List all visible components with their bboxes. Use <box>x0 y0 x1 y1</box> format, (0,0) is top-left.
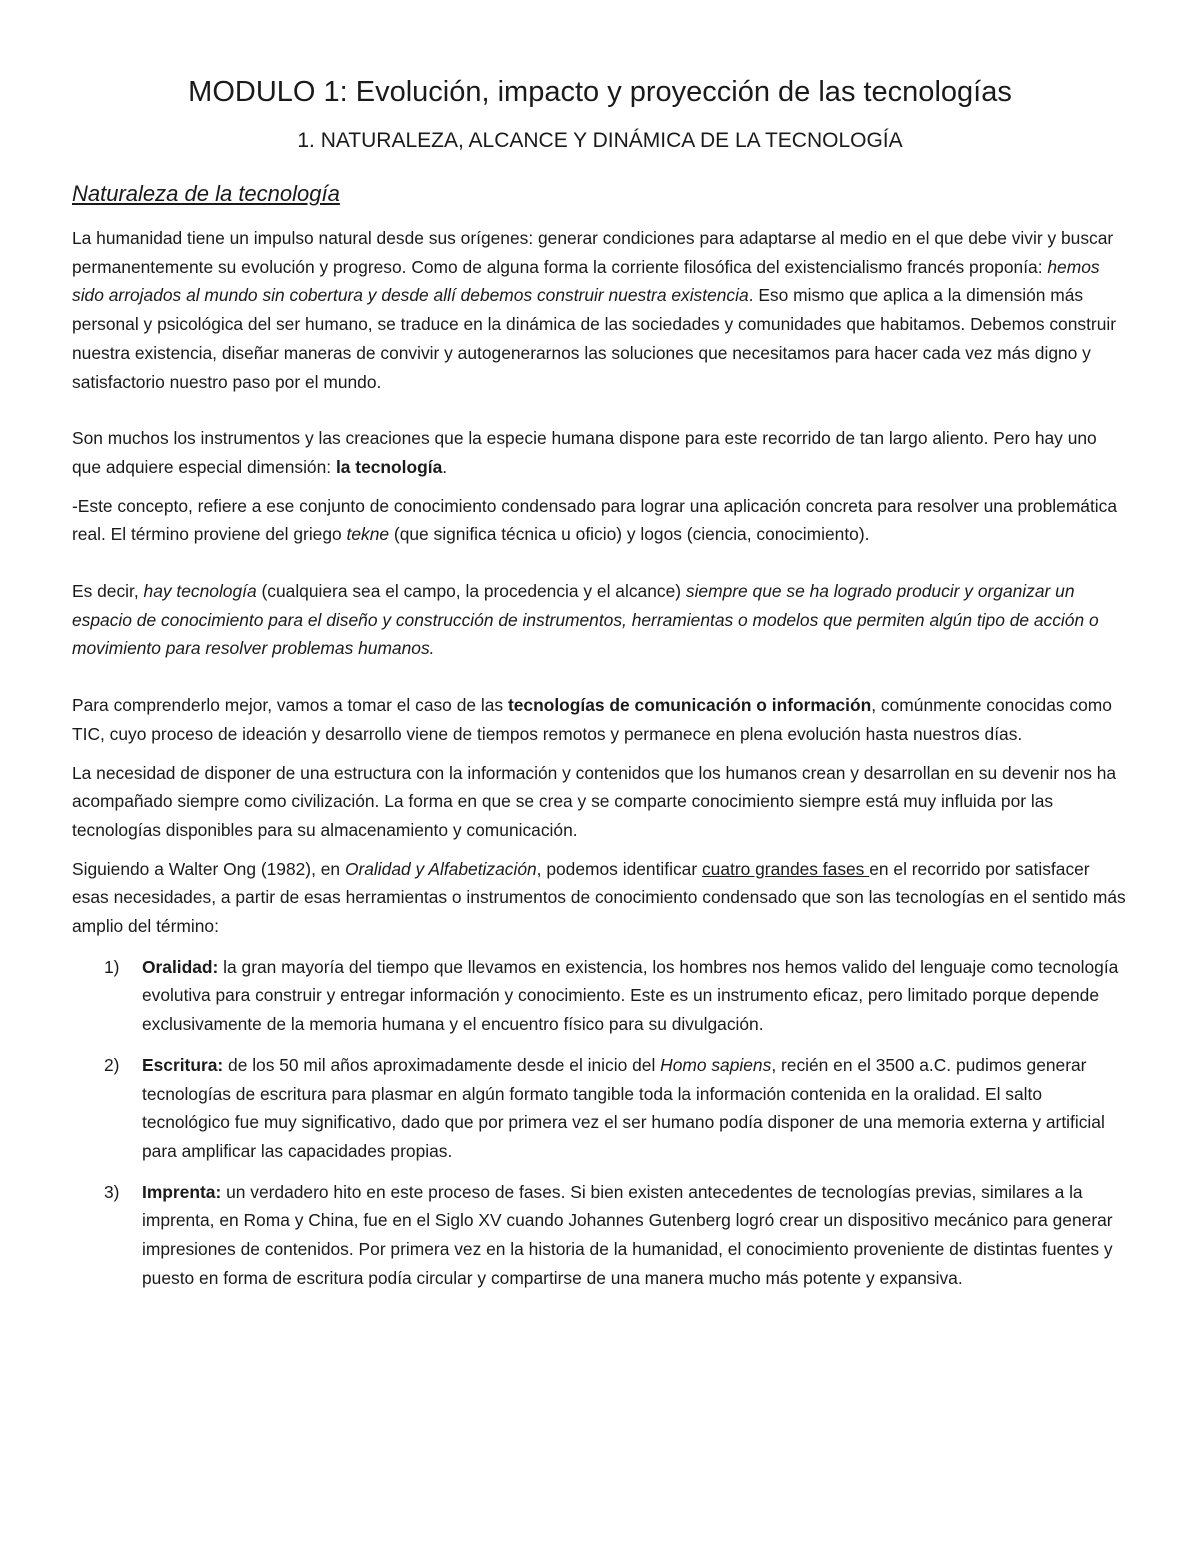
italic-book-title: Oralidad y Alfabetización <box>344 858 537 879</box>
list-number: 2) <box>104 1054 120 1075</box>
text-run: -Este concepto, refiere a ese conjunto de conocimiento condensado para lograr una aplicación concreta para resolver una problemática real. El término proviene del griego <box>72 495 1118 545</box>
text-run: un verdadero hito en este proceso de fases. Si bien existen antecedentes de tecnologías previas, similares a la imprenta, en Roma y China, fue en el Siglo XV cuando Johannes Gutenberg logró crear un dispositivo mecánico para generar impresiones de contenidos. Por primera vez en la historia de la humanidad, el conocimiento proveniente de distintas fuentes y puesto en forma de escritura podía circular y compartirse de una manera mucho más potente y expansiva. <box>142 1181 1113 1288</box>
bold-term: tecnologías de comunicación o información <box>507 695 872 716</box>
text-run: (que significa técnica u oficio) y logos (ciencia, conocimiento). <box>389 524 870 545</box>
list-term: Oralidad: <box>142 956 219 977</box>
section-number-heading: 1. NATURALEZA, ALCANCE Y DINÁMICA DE LA TECNOLOGÍA <box>297 129 903 152</box>
italic-definition: siempre que se ha logrado producir y organizar un espacio de conocimiento para el diseño y construcción de instrumentos, herramientas o modelos que permiten algún tipo de acción o movimiento para resolver problemas humanos. <box>72 581 1099 659</box>
text-run: Siguiendo a Walter Ong (1982), en <box>72 858 345 879</box>
text-run: de los 50 mil años aproximadamente desde el inicio del <box>223 1054 661 1075</box>
list-item <box>72 1178 1128 1293</box>
list-term: Imprenta: <box>142 1181 222 1202</box>
paragraph-6: La necesidad de disponer de una estructura con la información y contenidos que los humanos crean y desarrollan en su devenir nos ha acompañado siempre como civilización. La forma en que se crea y se comparte conocimiento siempre está muy influida por las tecnologías disponibles para su almacenamiento y comunicación. <box>72 762 1117 840</box>
paragraph-2 <box>72 424 1128 481</box>
text-run: (cualquiera sea el campo, la procedencia y el alcance) <box>256 581 686 602</box>
paragraph-1 <box>72 224 1128 396</box>
text-run: . <box>442 456 448 477</box>
paragraph-7 <box>72 855 1128 941</box>
text-run: en el recorrido por satisfacer esas necesidades, a partir de esas herramientas o instrumentos de conocimiento condensado que son las tecnologías en el sentido más amplio del término: <box>72 858 1126 937</box>
document-title: MODULO 1: Evolución, impacto y proyección de las tecnologías <box>188 76 1012 108</box>
italic-term: hay tecnología <box>143 581 257 602</box>
text-run: La humanidad tiene un impulso natural desde sus orígenes: generar condiciones para adaptarse al medio en el que debe vivir y buscar permanentemente su evolución y progreso. Como de alguna forma la corriente filosófica del existencialismo francés proponía: <box>72 228 1114 277</box>
text-run: , recién en el 3500 a.C. pudimos generar tecnologías de escritura para plasmar en algún formato tangible toda la información contenida en la oralidad. El salto tecnológico fue muy significativo, dado que por primera vez el ser humano podía disponer de una memoria externa y artificial para amplificar las capacidades propias. <box>142 1054 1105 1161</box>
section-heading: Naturaleza de la tecnología <box>72 181 340 206</box>
text-run: Para comprenderlo mejor, vamos a tomar el caso de las <box>72 695 508 716</box>
italic-term: tekne <box>346 524 390 545</box>
text-run: Es decir, <box>72 581 144 602</box>
text-run: . Eso mismo que aplica a la dimensión más personal y psicológica del ser humano, se traduce en la dinámica de las sociedades y comunidades que habitamos. Debemos construir nuestra existencia, diseñar maneras de convivir y autogenerarnos las soluciones que necesitamos para hacer cada vez más digno y satisfactorio nuestro paso por el mundo. <box>72 285 1117 392</box>
phases-list <box>72 953 1128 1293</box>
italic-quote: hemos sido arrojados al mundo sin cobertura y desde allí debemos construir nuestra existencia <box>72 256 1100 306</box>
bold-term: la tecnología <box>335 456 443 477</box>
list-number: 1) <box>104 956 120 977</box>
text-run: la gran mayoría del tiempo que llevamos en existencia, los hombres nos hemos valido del lenguaje como tecnología evolutiva para construir y entregar información y conocimiento. Este es un instrumento eficaz, pero limitado porque depende exclusivamente de la memoria humana y el encuentro físico para su divulgación. <box>142 956 1119 1035</box>
text-run: , comúnmente conocidas como TIC, cuyo proceso de ideación y desarrollo viene de tiempos remotos y permanece en plena evolución hasta nuestros días. <box>72 695 1112 744</box>
text-run: , podemos identificar <box>536 858 702 879</box>
list-item <box>72 1051 1128 1166</box>
list-item <box>72 953 1128 1039</box>
list-term: Escritura: <box>142 1054 224 1075</box>
text-run: Son muchos los instrumentos y las creaciones que la especie humana dispone para este recorrido de tan largo aliento. Pero hay uno que adquiere especial dimensión: <box>72 428 1097 477</box>
underlined-phrase: cuatro grandes fases <box>701 858 870 879</box>
paragraph-3 <box>72 492 1128 549</box>
italic-term: Homo sapiens <box>660 1054 772 1075</box>
paragraph-5 <box>72 691 1128 748</box>
paragraph-4 <box>72 577 1128 663</box>
list-number: 3) <box>104 1181 120 1202</box>
